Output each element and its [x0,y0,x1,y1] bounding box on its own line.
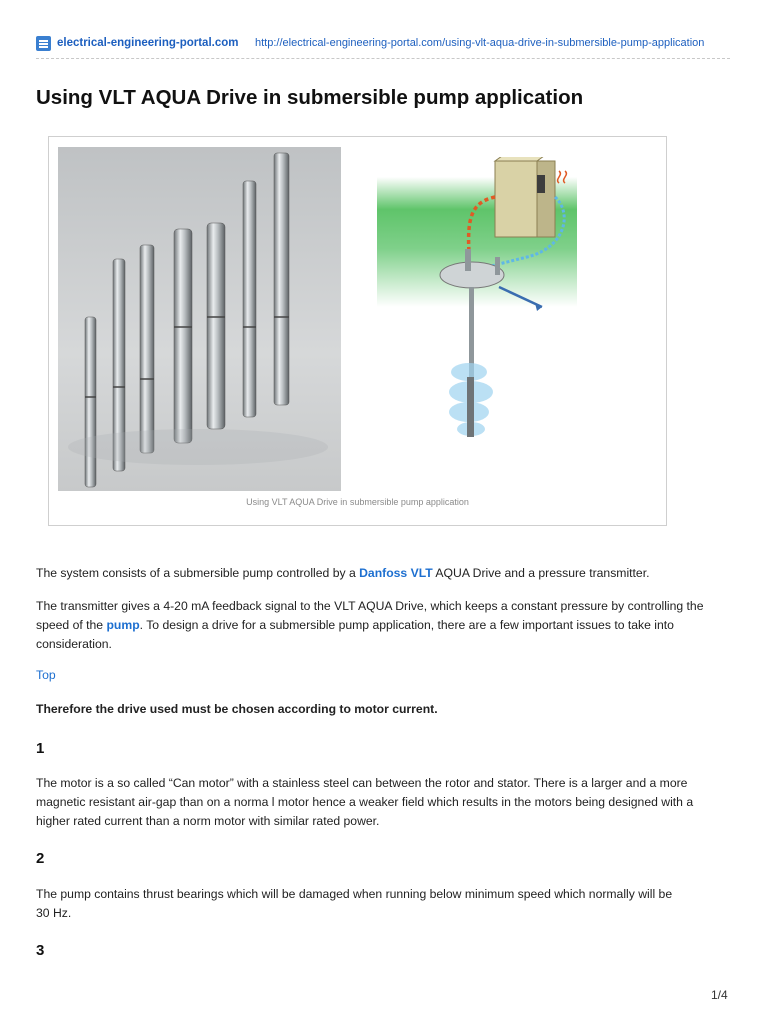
item-number: 2 [36,850,45,867]
submersible-pumps-photo [58,147,341,491]
pump-link[interactable]: pump [106,618,140,632]
item-text: The pump contains thrust bearings which will be damaged when running below minimum speed which normally will be 30 Hz. [36,887,673,920]
article-figure [48,136,667,526]
item-text: The motor is a so called “Can motor” with a stainless steel can between the rotor and stator. There is a larger and a more magnetic resistant air-gap than on a norma l motor hence a weaker field which results in the motors being designed with a higher rated current than a norm motor with similar rated power. [36,776,694,828]
page-header [36,34,736,58]
item-number: 1 [36,740,45,757]
paragraph-system: The system consists of a submersible pump controlled by a Danfoss VLT AQUA Drive and a pressure transmitter. [36,566,650,580]
paragraph-transmitter: The transmitter gives a 4-20 mA feedback signal to the VLT AQUA Drive, which keeps a constant pressure by controlling the speed of the pump. To design a drive for a submersible pump application, there are a few important issues to take into consideration. [36,599,704,651]
header-divider [36,58,730,59]
figure-caption: Using VLT AQUA Drive in submersible pump application [246,497,469,507]
danfoss-vlt-link[interactable]: Danfoss VLT [359,566,433,580]
document-icon [36,36,51,51]
site-name-link[interactable]: electrical-engineering-portal.com [57,37,239,49]
item-number: 3 [36,942,45,959]
article-title: Using VLT AQUA Drive in submersible pump application [36,86,584,109]
source-url-link[interactable]: http://electrical-engineering-portal.com/using-vlt-aqua-drive-in-submersible-pump-application [255,37,705,49]
pump-installation-diagram [377,157,577,457]
bold-statement: Therefore the drive used must be chosen according to motor current. [36,702,438,716]
page-number: 1/4 [711,988,728,1002]
top-link[interactable]: Top [36,668,56,682]
